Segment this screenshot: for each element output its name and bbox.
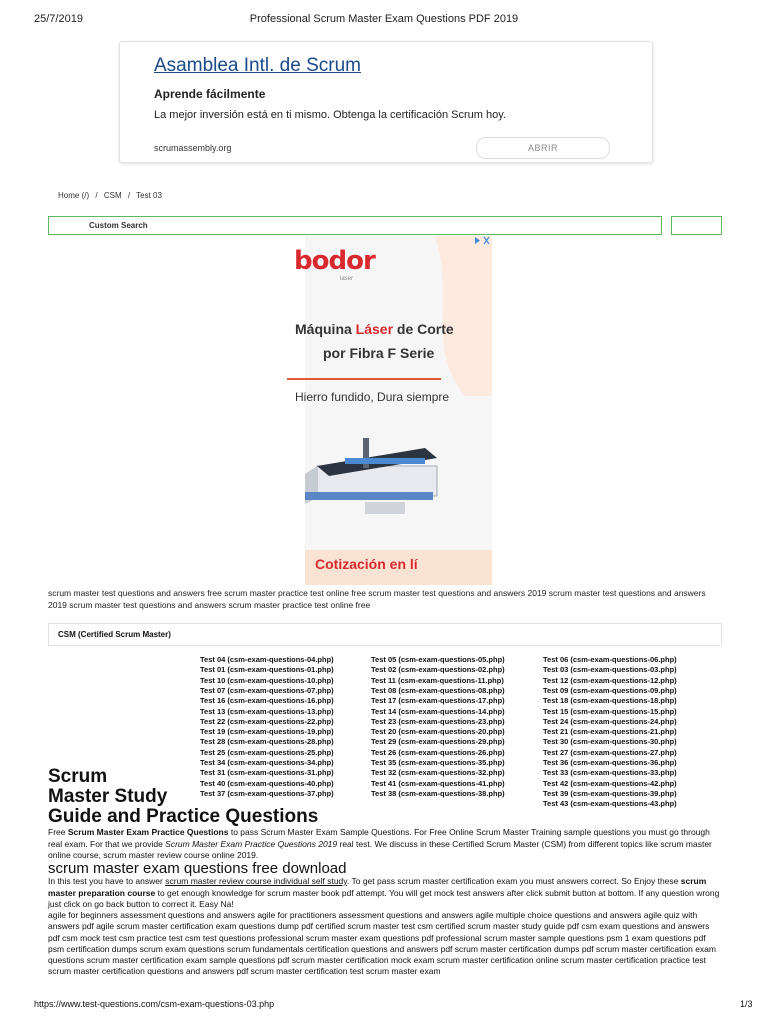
ad-subtitle: Aprende fácilmente [154, 87, 266, 101]
divider [48, 645, 720, 646]
banner-cta-button[interactable]: Cotización en lí [315, 556, 418, 572]
print-title: Professional Scrum Master Exam Questions PDF 2019 [249, 13, 519, 25]
ad-url[interactable]: scrumassembly.org [154, 143, 232, 153]
csm-section-title: CSM (Certified Scrum Master) [58, 630, 171, 639]
test-link[interactable]: Test 29 (csm-exam-questions-29.php) [371, 737, 505, 747]
study-heading: Scrum Master Study Guide and Practice Questions [48, 766, 319, 827]
search-button[interactable] [671, 216, 722, 235]
breadcrumb [58, 191, 166, 200]
test-link[interactable]: Test 22 (csm-exam-questions-22.php) [200, 716, 334, 726]
breadcrumb-home[interactable]: Home (/) [58, 191, 90, 200]
banner-headline-2: por Fibra F Serie [323, 345, 435, 361]
test-link[interactable]: Test 40 (csm-exam-questions-40.php) [200, 778, 334, 788]
ad-body: La mejor inversión está en ti mismo. Obtenga la certificación Scrum hoy. [154, 109, 506, 121]
test-link[interactable]: Test 18 (csm-exam-questions-18.php) [543, 696, 677, 706]
laser-machine-image [305, 236, 492, 585]
breadcrumb-separator: / [127, 191, 131, 200]
banner-headline-1: Máquina Láser de Corte [295, 321, 454, 337]
test-link[interactable]: Test 05 (csm-exam-questions-05.php) [371, 655, 505, 664]
test-link[interactable]: Test 31 (csm-exam-questions-31.php) [200, 768, 334, 778]
breadcrumb-separator: / [95, 191, 98, 200]
review-course-link[interactable]: scrum master review course individual self study [165, 876, 347, 886]
intro-text: scrum master test questions and answers free scrum master practice test online free scrum master test questions and answers 2019 scrum master test questions and answers 2019 scrum master test questions and answers scrum master practice test online free [48, 588, 706, 610]
test-link[interactable]: Test 39 (csm-exam-questions-39.php) [543, 788, 677, 798]
test-link[interactable]: Test 42 (csm-exam-questions-42.php) [543, 778, 677, 788]
test-paragraph: In this test you have to answer scrum master review course individual self study. To get pass scrum master certification exam you must answers correct. So Enjoy these scrum master preparation course to get enough knowledge for scrum master book pdf attempt. You will get mock test answers after click submit button at bottom. If any question wrong just click on go back button to correct it. Easy Na! [48, 876, 720, 909]
test-link[interactable]: Test 43 (csm-exam-questions-43.php) [543, 799, 677, 809]
ad-choices-icon[interactable] [474, 236, 490, 247]
test-link[interactable]: Test 02 (csm-exam-questions-02.php) [371, 665, 505, 675]
test-link[interactable]: Test 01 (csm-exam-questions-01.php) [200, 665, 334, 675]
test-link[interactable]: Test 27 (csm-exam-questions-27.php) [543, 747, 677, 757]
keywords-paragraph: agile for beginners assessment questions and answers agile for practitioners assessment questions and answers agile multiple choice questions and answers agile quiz with answers pdf agile scrum master certification exam questions dump pdf certified scrum master test csm certified scrum master study guide pdf csm exam questions and answers pdf csm mock test csm practice test csm test questions professional scrum master exam questions pdf professional scrum master sample questions psm 1 exam questions pdf psm certification dumps scrum exam questions scrum fundamentals certification questions and answers pdf scrum master certification dumps pdf scrum master certification exam questions scrum master certification exam sample questions pdf scrum master certification mock exam scrum master certification online scrum master certification practice test scrum master certification questions and answers pdf scrum master certification test scrum master exam [48, 910, 716, 977]
test-link[interactable]: Test 07 (csm-exam-questions-07.php) [200, 685, 334, 695]
test-link[interactable]: Test 04 (csm-exam-questions-04.php) [200, 655, 334, 664]
banner-ad[interactable] [305, 236, 492, 585]
test-link[interactable]: Test 28 (csm-exam-questions-28.php) [200, 737, 334, 747]
test-link[interactable]: Test 06 (csm-exam-questions-06.php) [543, 655, 677, 664]
ad-open-button[interactable]: ABRIR [476, 137, 610, 159]
test-link[interactable]: Test 15 (csm-exam-questions-15.php) [543, 706, 677, 716]
test-link[interactable]: Test 14 (csm-exam-questions-14.php) [371, 706, 505, 716]
download-heading: scrum master exam questions free download [48, 860, 347, 877]
print-page-number: 1/3 [740, 999, 753, 1009]
search-label: Custom Search [89, 221, 148, 230]
ad-title-link[interactable]: Asamblea Intl. de Scrum [154, 55, 361, 76]
test-link[interactable]: Test 32 (csm-exam-questions-32.php) [371, 768, 505, 778]
test-link[interactable]: Test 10 (csm-exam-questions-10.php) [200, 675, 334, 685]
banner-tagline: Hierro fundido, Dura siempre [295, 390, 450, 404]
test-link[interactable]: Test 38 (csm-exam-questions-38.php) [371, 788, 505, 798]
ad-card[interactable] [119, 41, 653, 163]
test-link[interactable]: Test 21 (csm-exam-questions-21.php) [543, 727, 677, 737]
free-paragraph: Free Scrum Master Exam Practice Questions to pass Scrum Master Exam Sample Questions. For Free Online Scrum Master Training sample questions you must go through real exam. For that we provide Scrum Master Exam Practice Questions 2019 real test. We discuss in these Certified Scrum Master (CSM) from different topics like scrum master online course, scrum master review course online 2019. [48, 827, 712, 860]
test-link[interactable]: Test 34 (csm-exam-questions-34.php) [200, 758, 334, 767]
test-link[interactable]: Test 33 (csm-exam-questions-33.php) [543, 768, 677, 778]
test-link[interactable]: Test 26 (csm-exam-questions-26.php) [371, 747, 505, 757]
test-link[interactable]: Test 19 (csm-exam-questions-19.php) [200, 727, 334, 737]
test-link[interactable]: Test 03 (csm-exam-questions-03.php) [543, 665, 677, 675]
search-input[interactable] [48, 216, 662, 235]
test-link[interactable]: Test 17 (csm-exam-questions-17.php) [371, 696, 505, 706]
print-url: https://www.test-questions.com/csm-exam-questions-03.php [34, 999, 275, 1009]
test-link[interactable]: Test 30 (csm-exam-questions-30.php) [543, 737, 677, 747]
print-date: 25/7/2019 [34, 13, 83, 25]
bodor-logo-sub: laser [340, 276, 354, 282]
csm-section-header[interactable] [48, 623, 722, 646]
test-link[interactable]: Test 37 (csm-exam-questions-37.php) [200, 788, 334, 798]
test-link[interactable]: Test 12 (csm-exam-questions-12.php) [543, 675, 677, 685]
test-link[interactable]: Test 35 (csm-exam-questions-35.php) [371, 758, 505, 767]
bodor-logo: bodor [294, 246, 375, 276]
test-link[interactable]: Test 08 (csm-exam-questions-08.php) [371, 685, 505, 695]
breadcrumb-current: Test 03 [136, 191, 162, 200]
test-link[interactable]: Test 41 (csm-exam-questions-41.php) [371, 778, 505, 788]
test-link[interactable]: Test 13 (csm-exam-questions-13.php) [200, 706, 334, 716]
test-link[interactable]: Test 25 (csm-exam-questions-25.php) [200, 747, 334, 757]
test-link[interactable]: Test 11 (csm-exam-questions-11.php) [371, 675, 504, 685]
test-link[interactable]: Test 16 (csm-exam-questions-16.php) [200, 696, 334, 706]
banner-divider [287, 378, 441, 380]
test-link[interactable]: Test 24 (csm-exam-questions-24.php) [543, 716, 677, 726]
test-link[interactable]: Test 09 (csm-exam-questions-09.php) [543, 685, 677, 695]
breadcrumb-csm[interactable]: CSM [103, 191, 122, 200]
test-link[interactable]: Test 20 (csm-exam-questions-20.php) [371, 727, 505, 737]
test-link[interactable]: Test 36 (csm-exam-questions-36.php) [543, 758, 677, 767]
test-link[interactable]: Test 23 (csm-exam-questions-23.php) [371, 716, 505, 726]
